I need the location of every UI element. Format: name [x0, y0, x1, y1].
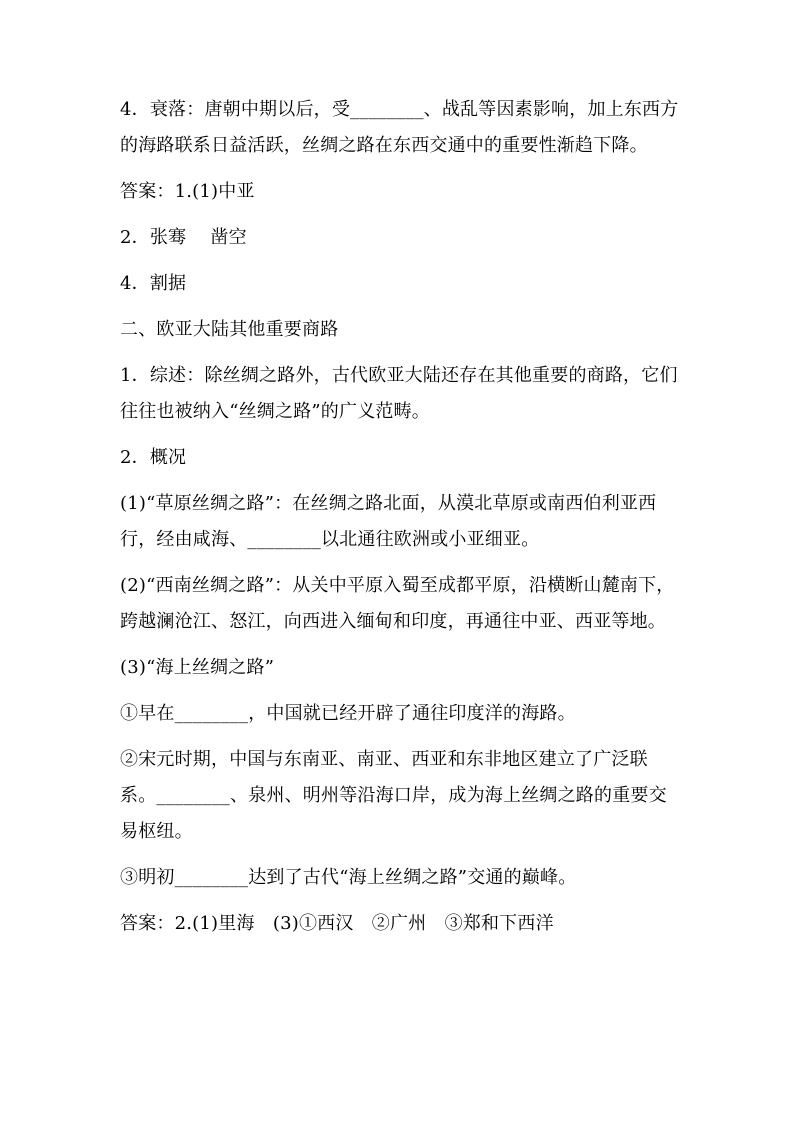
- answer-line-section-2: 答案：2.(1)里海 (3)①西汉 ②广州 ③郑和下西洋: [120, 913, 554, 934]
- paragraph-maritime-heading: (3)“海上丝绸之路”: [120, 657, 275, 678]
- paragraph-overview: 1．综述：除丝绸之路外，古代欧亚大陆还存在其他重要的商路，它们往往也被纳入“丝绸之路”的广义范畴。: [120, 365, 678, 422]
- paragraph-situation-heading: 2．概况: [120, 447, 187, 468]
- answer-line-4: 4．割据: [120, 273, 187, 294]
- document-body: [120, 92, 680, 952]
- paragraph-maritime-2: ②宋元时期，中国与东南亚、南亚、西亚和东非地区建立了广泛联系。________、泉州、明州等沿海口岸，成为海上丝绸之路的重要交易枢纽。: [120, 749, 667, 842]
- paragraph-decline: 4．衰落：唐朝中期以后，受________、战乱等因素影响，加上东西方的海路联系日益活跃，丝绸之路在东西交通中的重要性渐趋下降。: [120, 99, 679, 156]
- paragraph-maritime-3: ③明初________达到了古代“海上丝绸之路”交通的巅峰。: [120, 867, 577, 888]
- answer-line-1: 答案：1.(1)中亚: [120, 181, 255, 202]
- paragraph-maritime-1: ①早在________，中国就已经开辟了通往印度洋的海路。: [120, 703, 576, 724]
- paragraph-southwest-road: (2)“西南丝绸之路”：从关中平原入蜀至成都平原，沿横断山麓南下，跨越澜沧江、怒江，向西进入缅甸和印度，再通往中亚、西亚等地。: [120, 575, 675, 632]
- paragraph-steppe-road: (1)“草原丝绸之路”：在丝绸之路北面，从漠北草原或南西伯利亚西行，经由咸海、________以北通往欧洲或小亚细亚。: [120, 493, 657, 550]
- section-heading: 二、欧亚大陆其他重要商路: [120, 319, 339, 340]
- answer-line-2: 2．张骞 凿空: [120, 227, 247, 248]
